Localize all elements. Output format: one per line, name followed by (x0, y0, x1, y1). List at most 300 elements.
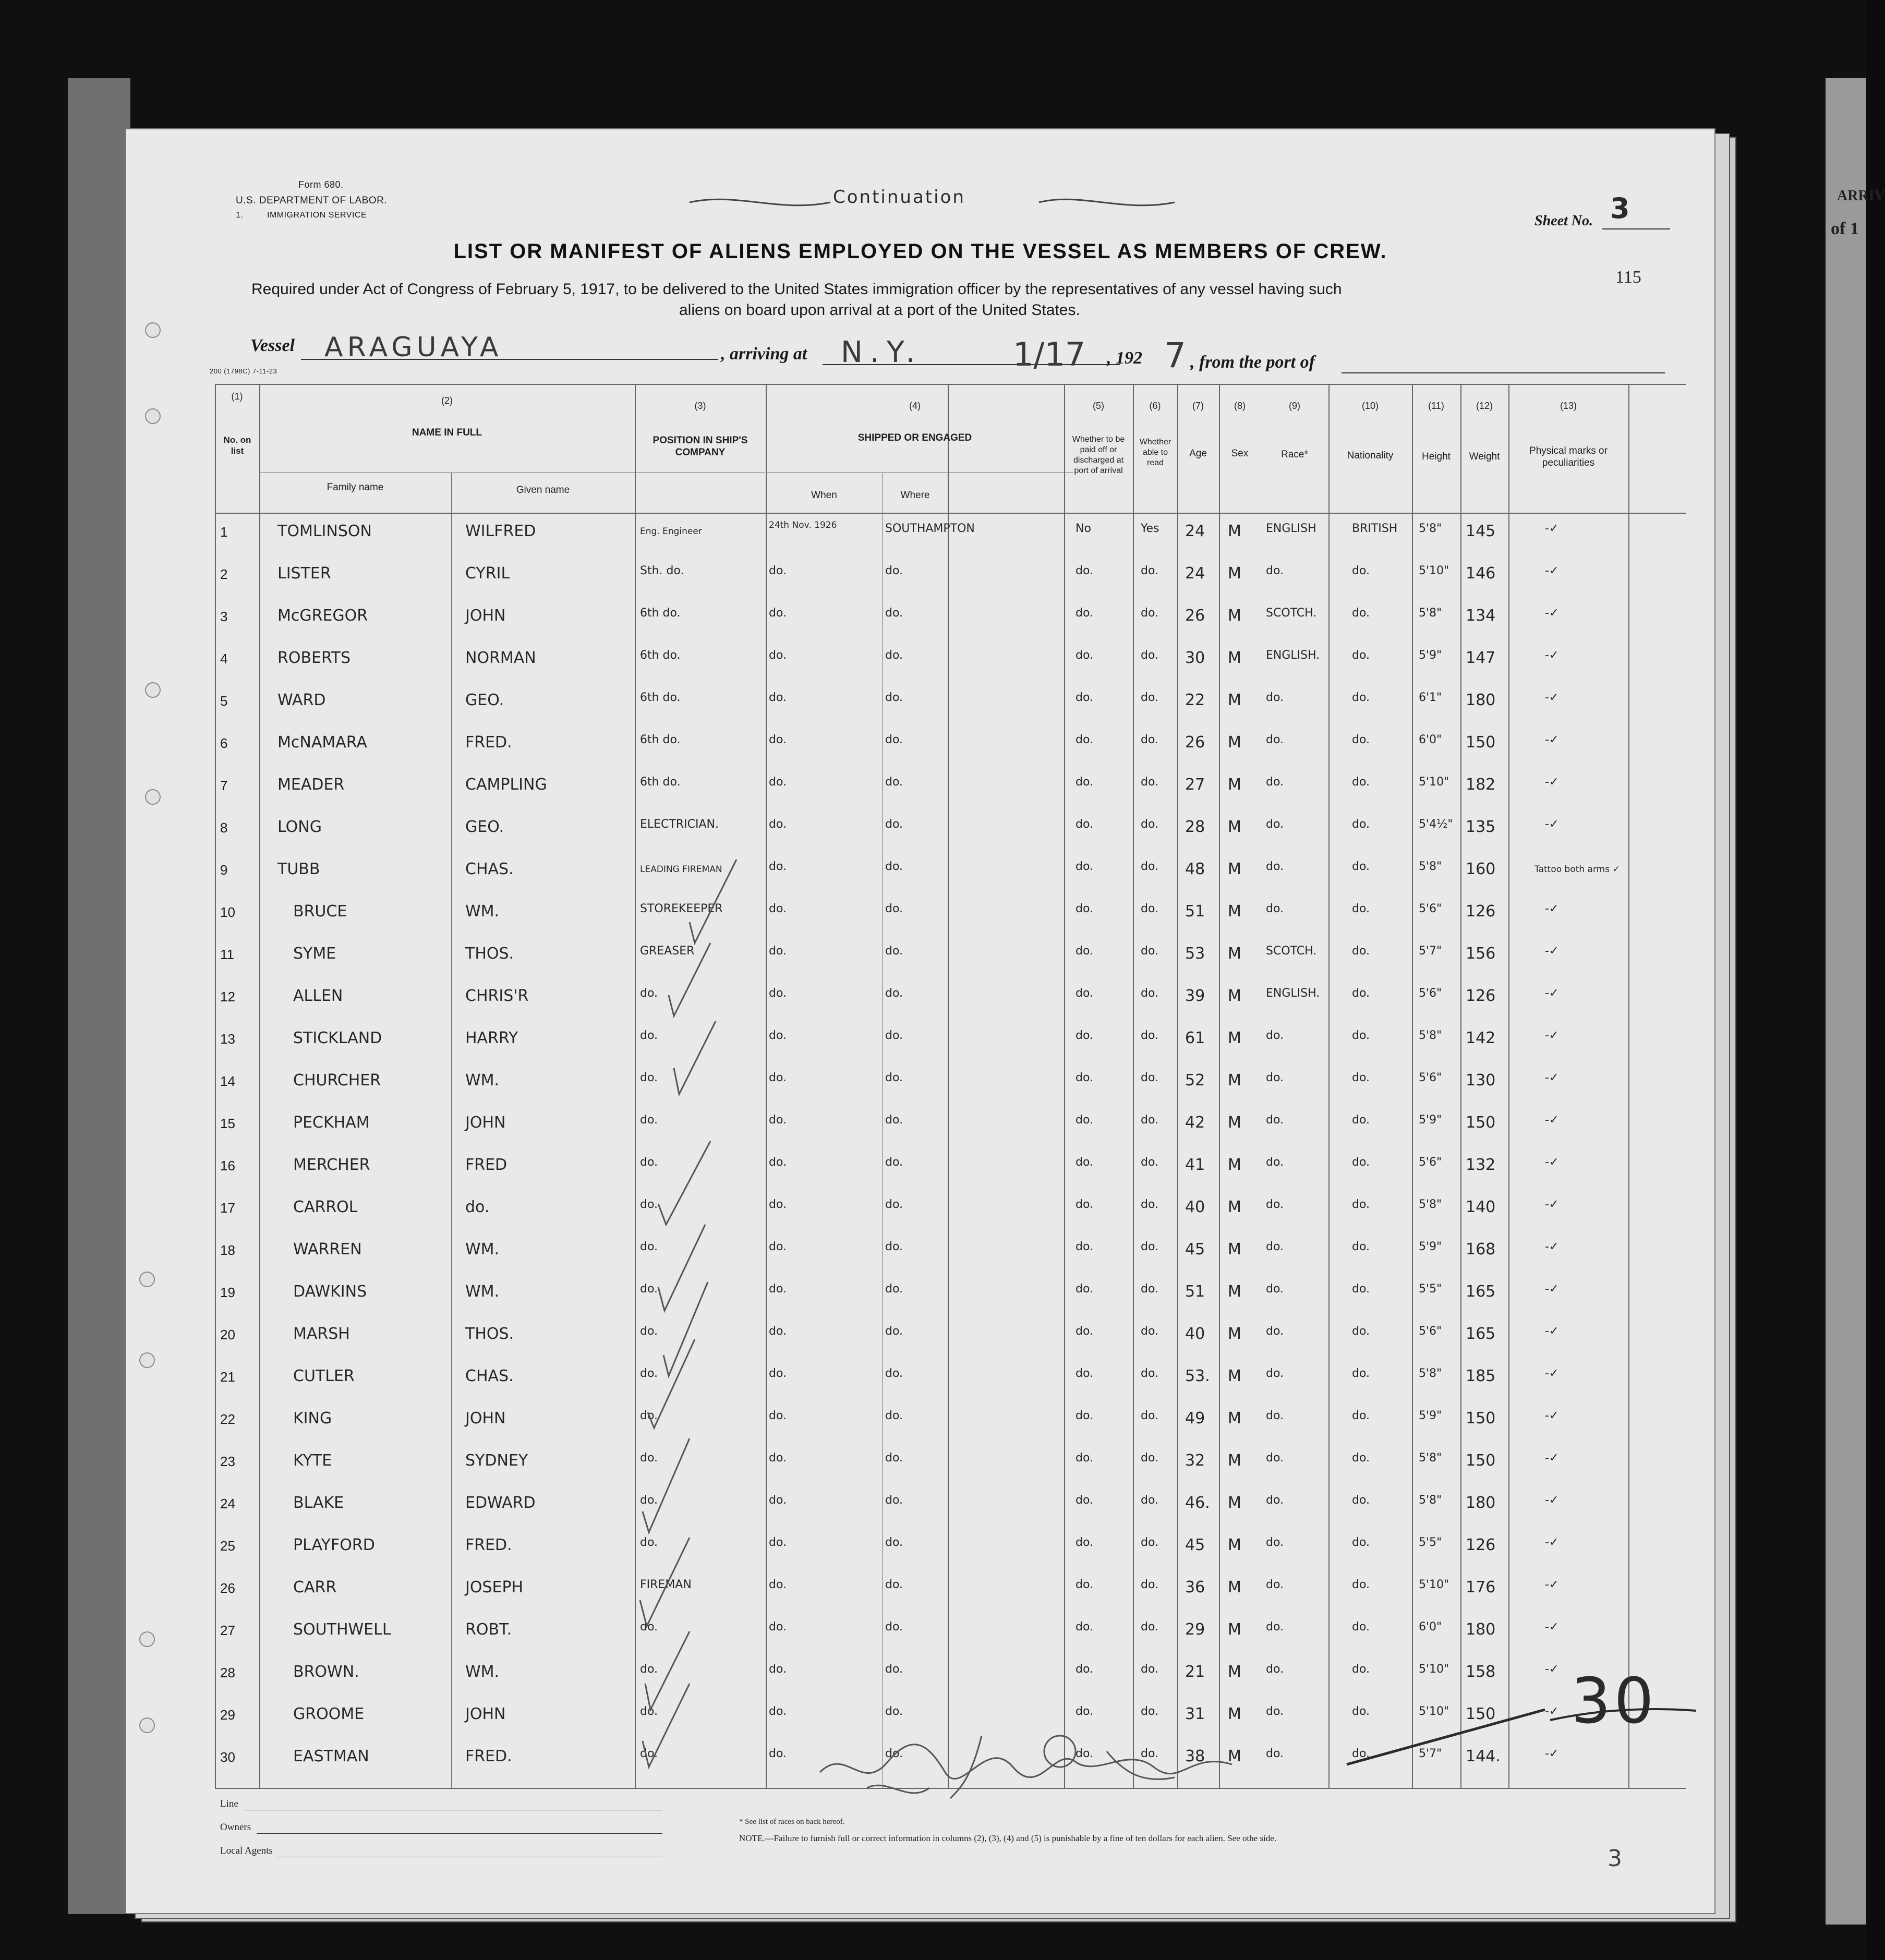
family-name: CARROL (293, 1198, 358, 1216)
nationality: do. (1352, 733, 1370, 746)
position: do. (640, 1240, 658, 1253)
able-to-read: do. (1141, 691, 1159, 704)
physical-marks: -✓ (1545, 1578, 1559, 1591)
position: 6th do. (640, 691, 681, 704)
physical-marks: -✓ (1545, 1747, 1559, 1760)
shipped-where: do. (885, 1494, 903, 1507)
weight: 145 (1466, 522, 1496, 540)
paid-off: do. (1076, 607, 1094, 620)
nationality: do. (1352, 1114, 1370, 1127)
paid-off: do. (1076, 1578, 1094, 1591)
physical-marks: -✓ (1545, 1283, 1559, 1296)
family-name: CHURCHER (293, 1071, 381, 1090)
shipped-where: do. (885, 1071, 903, 1084)
sex: M (1228, 522, 1241, 540)
sex: M (1228, 1451, 1241, 1470)
family-name: BLAKE (293, 1494, 344, 1512)
sex: M (1228, 776, 1241, 794)
age: 22 (1185, 691, 1205, 709)
height: 5'9" (1419, 1114, 1442, 1127)
paid-off: do. (1076, 1325, 1094, 1338)
weight: 165 (1466, 1325, 1496, 1343)
shipped-where: do. (885, 733, 903, 746)
table-row (126, 1532, 1714, 1572)
race: do. (1266, 1240, 1284, 1253)
from-underline (1342, 372, 1665, 373)
shipped-where: do. (885, 649, 903, 662)
family-name: MEADER (277, 776, 345, 794)
row-number: 19 (220, 1285, 235, 1300)
given-name: GEO. (465, 691, 504, 709)
given-name: WM. (465, 1240, 500, 1259)
given-name: JOHN (465, 1705, 506, 1723)
able-to-read: do. (1141, 1620, 1159, 1634)
continuation-stamp: Continuation (833, 187, 965, 208)
family-name: ROBERTS (277, 649, 351, 667)
family-name: PLAYFORD (293, 1536, 375, 1554)
row-number: 17 (220, 1200, 235, 1216)
given-name: WM. (465, 1283, 500, 1301)
able-to-read: do. (1141, 1367, 1159, 1380)
col-3-header: POSITION IN SHIP'S COMPANY (652, 435, 748, 458)
position: ELECTRICIAN. (640, 818, 719, 831)
shipped-where: SOUTHAMPTON (885, 522, 975, 535)
weight: 126 (1466, 1536, 1496, 1554)
nationality: do. (1352, 818, 1370, 831)
given-name: JOSEPH (465, 1578, 524, 1596)
row-number: 21 (220, 1369, 235, 1385)
race: do. (1266, 818, 1284, 831)
able-to-read: do. (1141, 649, 1159, 662)
position: FIREMAN (640, 1578, 692, 1591)
able-to-read: do. (1141, 1114, 1159, 1127)
given-name: CHAS. (465, 860, 514, 878)
paid-off: do. (1076, 902, 1094, 915)
paid-off: do. (1076, 1029, 1094, 1042)
arrival-date: 1/17 (1013, 335, 1086, 373)
race: do. (1266, 564, 1284, 577)
physical-marks: -✓ (1545, 1451, 1559, 1465)
physical-marks: -✓ (1545, 902, 1559, 915)
able-to-read: do. (1141, 1198, 1159, 1211)
footer-owners-label: Owners (220, 1822, 251, 1833)
nationality: do. (1352, 1578, 1370, 1591)
height: 5'9" (1419, 1409, 1442, 1422)
given-name: WM. (465, 902, 500, 921)
family-name: SOUTHWELL (293, 1620, 391, 1639)
race: do. (1266, 1325, 1284, 1338)
physical-marks: -✓ (1545, 1029, 1559, 1042)
family-name: STICKLAND (293, 1029, 382, 1047)
shipped-when: do. (769, 945, 787, 958)
paid-off: do. (1076, 649, 1094, 662)
table-row (126, 1194, 1714, 1234)
able-to-read: do. (1141, 902, 1159, 915)
col-9-header: Race* (1281, 449, 1308, 460)
nationality: do. (1352, 1283, 1370, 1296)
position: GREASER (640, 945, 695, 958)
row-number: 4 (220, 651, 228, 667)
shipped-where: do. (885, 1114, 903, 1127)
col-4b-header: Where (900, 490, 930, 501)
page-number: 115 (1615, 268, 1641, 287)
punch-hole (145, 408, 161, 424)
col-2b-header: Given name (516, 485, 570, 495)
position: do. (640, 1325, 658, 1338)
service: IMMIGRATION SERVICE (267, 211, 367, 220)
race: do. (1266, 1451, 1284, 1465)
shipped-when: do. (769, 1156, 787, 1169)
given-name: do. (465, 1198, 490, 1216)
age: 45 (1185, 1240, 1205, 1259)
physical-marks: -✓ (1545, 1494, 1559, 1507)
shipped-when: do. (769, 1536, 787, 1549)
vessel-name: ARAGUAYA (324, 332, 503, 363)
penalty-note: NOTE.—Failure to furnish full or correct information in columns (2), (3), (4) and (5) is punishable by a fine of ten dollars for each alien. See othe side. (739, 1833, 1277, 1843)
paid-off: do. (1076, 1114, 1094, 1127)
age: 30 (1185, 649, 1205, 667)
table-row (126, 602, 1714, 643)
sex: M (1228, 1283, 1241, 1301)
department: U.S. DEPARTMENT OF LABOR. (236, 195, 388, 206)
height: 5'5" (1419, 1283, 1442, 1296)
row-number: 11 (220, 947, 234, 962)
row-number: 22 (220, 1411, 235, 1427)
age: 46. (1185, 1494, 1210, 1512)
height: 5'7" (1419, 945, 1442, 958)
table-row (126, 1278, 1714, 1318)
race: do. (1266, 860, 1284, 873)
sex: M (1228, 607, 1241, 625)
weight: 182 (1466, 776, 1496, 794)
nationality: do. (1352, 1663, 1370, 1676)
nationality: do. (1352, 1620, 1370, 1634)
family-name: EASTMAN (293, 1747, 369, 1765)
form-number: Form 680. (298, 179, 344, 190)
shipped-when: do. (769, 818, 787, 831)
from-label: , from the port of (1190, 353, 1315, 372)
col-2-number: (2) (441, 395, 453, 406)
given-name: CYRIL (465, 564, 510, 583)
physical-marks: -✓ (1545, 1367, 1559, 1380)
race: ENGLISH. (1266, 649, 1320, 662)
vessel-label: Vessel (250, 336, 295, 355)
height: 5'8" (1419, 1494, 1442, 1507)
table-row (126, 687, 1714, 727)
weight: 135 (1466, 818, 1496, 836)
row-number: 2 (220, 566, 228, 582)
cancel-stroke (1342, 1699, 1550, 1772)
shipped-where: do. (885, 1367, 903, 1380)
sex: M (1228, 1114, 1241, 1132)
sex: M (1228, 1536, 1241, 1554)
sex: M (1228, 1156, 1241, 1174)
race: do. (1266, 1578, 1284, 1591)
race: do. (1266, 1536, 1284, 1549)
manifest-page (126, 129, 1714, 1913)
official-signature (815, 1715, 1242, 1809)
sex: M (1228, 1494, 1241, 1512)
table-row (126, 814, 1714, 854)
able-to-read: do. (1141, 1071, 1159, 1084)
age: 48 (1185, 860, 1205, 878)
col-9-number: (9) (1289, 401, 1300, 411)
family-name: SYME (293, 945, 336, 963)
physical-marks: -✓ (1545, 1325, 1559, 1338)
race: do. (1266, 1156, 1284, 1169)
race: do. (1266, 1494, 1284, 1507)
col-12-number: (12) (1476, 401, 1493, 411)
shipped-where: do. (885, 1747, 903, 1760)
position: do. (640, 1409, 658, 1422)
sex: M (1228, 945, 1241, 963)
given-name: ROBT. (465, 1620, 512, 1639)
col-2-header: NAME IN FULL (412, 427, 482, 438)
row-number: 13 (220, 1031, 235, 1047)
able-to-read: do. (1141, 945, 1159, 958)
position: do. (640, 1663, 658, 1676)
row-number: 8 (220, 820, 228, 836)
able-to-read: do. (1141, 1156, 1159, 1169)
physical-marks: -✓ (1545, 776, 1559, 789)
physical-marks: -✓ (1545, 987, 1559, 1000)
position: do. (640, 1747, 658, 1760)
table-row (126, 771, 1714, 812)
row-number: 12 (220, 989, 235, 1005)
col-11-header: Height (1422, 451, 1451, 462)
table-row (126, 1574, 1714, 1614)
table-row (126, 645, 1714, 685)
family-name: ALLEN (293, 987, 343, 1005)
height: 5'6" (1419, 987, 1442, 1000)
page-title: LIST OR MANIFEST OF ALIENS EMPLOYED ON THE VESSEL AS MEMBERS OF CREW. (453, 240, 1387, 263)
bottom-corner-number: 3 (1608, 1845, 1622, 1872)
edge-fragment-mid: of 1 (1831, 219, 1859, 238)
able-to-read: do. (1141, 1747, 1159, 1760)
weight: 180 (1466, 1494, 1496, 1512)
able-to-read: do. (1141, 1494, 1159, 1507)
nationality: do. (1352, 987, 1370, 1000)
col-4-number: (4) (909, 401, 921, 411)
sex: M (1228, 1620, 1241, 1639)
able-to-read: do. (1141, 776, 1159, 789)
height: 5'4½" (1419, 818, 1453, 831)
shipped-when: do. (769, 987, 787, 1000)
shipped-where: do. (885, 564, 903, 577)
row-number: 7 (220, 778, 228, 793)
weight: 185 (1466, 1367, 1496, 1385)
height: 5'8" (1419, 1198, 1442, 1211)
family-name: McGREGOR (277, 607, 368, 625)
shipped-where: do. (885, 1409, 903, 1422)
physical-marks: -✓ (1545, 945, 1559, 958)
sex: M (1228, 649, 1241, 667)
physical-marks: -✓ (1545, 649, 1559, 662)
shipped-when: do. (769, 1578, 787, 1591)
family-name: CARR (293, 1578, 337, 1596)
height: 5'6" (1419, 1071, 1442, 1084)
col-10-number: (10) (1361, 401, 1379, 411)
shipped-when: do. (769, 1367, 787, 1380)
weight: 158 (1466, 1663, 1496, 1681)
shipped-where: do. (885, 987, 903, 1000)
age: 26 (1185, 733, 1205, 752)
height: 5'8" (1419, 522, 1442, 535)
position: LEADING FIREMAN (640, 864, 722, 875)
col-7-number: (7) (1192, 401, 1204, 411)
age: 32 (1185, 1451, 1205, 1470)
weight: 132 (1466, 1156, 1496, 1174)
nationality: do. (1352, 691, 1370, 704)
age: 39 (1185, 987, 1205, 1005)
physical-marks: Tattoo both arms ✓ (1534, 864, 1620, 875)
weight: 147 (1466, 649, 1496, 667)
race: do. (1266, 1114, 1284, 1127)
given-name: HARRY (465, 1029, 518, 1047)
height: 6'0" (1419, 1620, 1442, 1634)
paid-off: do. (1076, 733, 1094, 746)
nationality: do. (1352, 1451, 1370, 1465)
table-row (126, 1616, 1714, 1656)
table-row (126, 898, 1714, 938)
sex: M (1228, 1747, 1241, 1765)
weight: 146 (1466, 564, 1496, 583)
nationality: do. (1352, 945, 1370, 958)
shipped-when: do. (769, 1029, 787, 1042)
given-name: JOHN (465, 1114, 506, 1132)
position: do. (640, 1620, 658, 1634)
position: 6th do. (640, 733, 681, 746)
race: do. (1266, 1198, 1284, 1211)
age: 28 (1185, 818, 1205, 836)
family-name: WARREN (293, 1240, 362, 1259)
age: 36 (1185, 1578, 1205, 1596)
col-4a-header: When (811, 490, 837, 501)
age: 29 (1185, 1620, 1205, 1639)
race: do. (1266, 776, 1284, 789)
nationality: do. (1352, 1494, 1370, 1507)
family-name: TUBB (277, 860, 320, 878)
age: 53 (1185, 945, 1205, 963)
shipped-where: do. (885, 945, 903, 958)
sex: M (1228, 902, 1241, 921)
sex: M (1228, 860, 1241, 878)
year-prefix: , 192 (1107, 348, 1142, 368)
shipped-when: do. (769, 1114, 787, 1127)
table-row (126, 1152, 1714, 1192)
height: 5'5" (1419, 1536, 1442, 1549)
col-12-header: Weight (1469, 451, 1500, 462)
row-number: 14 (220, 1073, 235, 1089)
given-name: EDWARD (465, 1494, 536, 1512)
shipped-where: do. (885, 818, 903, 831)
weight: 176 (1466, 1578, 1496, 1596)
height: 5'10" (1419, 564, 1449, 577)
able-to-read: do. (1141, 733, 1159, 746)
height: 5'8" (1419, 1029, 1442, 1042)
col-6-header: Whether able to read (1139, 438, 1171, 467)
paid-off: do. (1076, 1156, 1094, 1169)
physical-marks: -✓ (1545, 818, 1559, 831)
given-name: GEO. (465, 818, 504, 836)
shipped-where: do. (885, 1283, 903, 1296)
col-7-header: Age (1189, 448, 1207, 459)
weight: 126 (1466, 902, 1496, 921)
weight: 150 (1466, 1409, 1496, 1427)
race: do. (1266, 1029, 1284, 1042)
sex: M (1228, 1240, 1241, 1259)
family-name: WARD (277, 691, 326, 709)
nationality: do. (1352, 1156, 1370, 1169)
physical-marks: -✓ (1545, 607, 1559, 620)
sex: M (1228, 564, 1241, 583)
weight: 126 (1466, 987, 1496, 1005)
paid-off: do. (1076, 1494, 1094, 1507)
given-name: SYDNEY (465, 1451, 528, 1470)
race: do. (1266, 1705, 1284, 1718)
nationality: do. (1352, 1747, 1370, 1760)
physical-marks: -✓ (1545, 1705, 1559, 1718)
row-number: 5 (220, 693, 228, 709)
total-underline (1545, 1704, 1701, 1725)
shipped-when: do. (769, 1663, 787, 1676)
age: 42 (1185, 1114, 1205, 1132)
sex: M (1228, 1409, 1241, 1427)
table-row (126, 518, 1714, 558)
age: 24 (1185, 564, 1205, 583)
shipped-where: do. (885, 1156, 903, 1169)
age: 24 (1185, 522, 1205, 540)
height: 5'8" (1419, 860, 1442, 873)
table-row (126, 1490, 1714, 1530)
able-to-read: do. (1141, 1240, 1159, 1253)
race: do. (1266, 691, 1284, 704)
shipped-when: do. (769, 1071, 787, 1084)
family-name: TOMLINSON (277, 522, 372, 540)
position: do. (640, 1198, 658, 1211)
weight: 144. (1466, 1747, 1501, 1765)
nationality: do. (1352, 649, 1370, 662)
table-row (126, 1405, 1714, 1445)
underlying-page-left (68, 78, 130, 1914)
able-to-read: do. (1141, 1451, 1159, 1465)
shipped-where: do. (885, 776, 903, 789)
race: do. (1266, 902, 1284, 915)
shipped-when: do. (769, 1494, 787, 1507)
edge-fragment-top: ARRIV (1837, 188, 1885, 204)
position: Eng. Engineer (640, 526, 702, 537)
position: do. (640, 1705, 658, 1718)
physical-marks: -✓ (1545, 1620, 1559, 1634)
family-name: LONG (277, 818, 322, 836)
races-note: * See list of races on back hereof. (739, 1818, 845, 1826)
sex: M (1228, 1367, 1241, 1385)
given-name: WM. (465, 1663, 500, 1681)
race: ENGLISH (1266, 522, 1316, 535)
able-to-read: do. (1141, 818, 1159, 831)
nationality: do. (1352, 1198, 1370, 1211)
sex: M (1228, 1325, 1241, 1343)
row-number: 23 (220, 1454, 235, 1469)
position: do. (640, 1283, 658, 1296)
family-name: BRUCE (293, 902, 347, 921)
race: do. (1266, 1367, 1284, 1380)
race: do. (1266, 1409, 1284, 1422)
family-name: MARSH (293, 1325, 350, 1343)
weight: 150 (1466, 1451, 1496, 1470)
position: do. (640, 1451, 658, 1465)
position: do. (640, 1071, 658, 1084)
